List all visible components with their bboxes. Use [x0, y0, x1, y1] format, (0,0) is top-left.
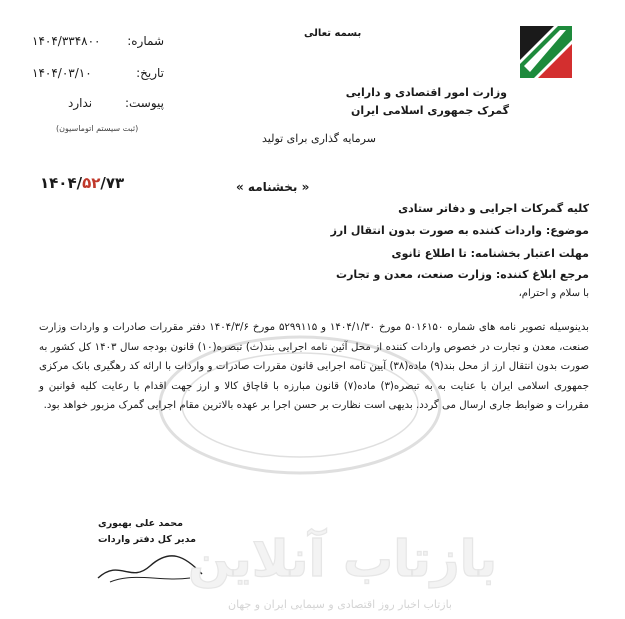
subject: موضوع: واردات کننده به صورت بدون انتقال ارز: [330, 224, 589, 237]
signatory-title: مدیر کل دفتر واردات: [98, 534, 196, 545]
number-value: ۱۴۰۴/۳۳۴۸۰۰: [32, 34, 101, 48]
watermark-brand: بازتاب آنلاین: [188, 530, 498, 588]
org-name-customs: گمرک جمهوری اسلامی ایران: [350, 104, 509, 117]
watermark-tagline: بازتاب اخبار روز اقتصادی و سیمایی ایران و جهان: [228, 598, 452, 611]
body-text: بدینوسیله تصویر نامه های شماره ۵۰۱۶۱۵۰ مورخ ۱۴۰۴/۱/۳۰ و ۵۲۹۹۱۱۵ مورخ ۱۴۰۴/۳/۶ دفتر مقررات صادرات و واردات وزارت صنعت، معدن و تجارت در خصوص واردات کننده از محل آئین نامه اجرایی بند(ث) تبصره(۱۰) قانون بودجه سال ۱۴۰۳ کل کشور به صورت بدون انتقال ارز از محل بند(۹) ماده(۳۸) آیین نامه اجرایی قانون مقررات صادرات و واردات با ارائه کد رهگیری بانک مرکزی جمهوری اسلامی ایران با عنایت به به تبصره(۳) ماده(۷) قانون مبارزه با قاچاق کالا و ارز جهت اقدام با رعایت کلیه قوانین و مقررات و ضوابط جاری ارسال می گردد. بدیهی است نظارت بر حسن اجرا بر عهده بالاترین مقام اجرایی گمرک مزبور خواهد بود.: [39, 322, 590, 411]
doc-number-prefix: ۱۴۰۴/: [40, 174, 83, 192]
recipients: کلیه گمرکات اجرایی و دفاتر ستادی: [398, 202, 589, 215]
bismillah: بسمه تعالی: [304, 28, 362, 39]
signatory-name: محمد علی بهبوری: [98, 518, 184, 529]
number-label: شماره:: [127, 34, 164, 48]
customs-logo-icon: [514, 20, 578, 84]
doc-number-suffix: /۷۳: [100, 174, 125, 192]
circular-title: « بخشنامه »: [236, 180, 310, 194]
doc-number-middle: ۵۲: [82, 174, 101, 192]
issuing-reference: مرجع ابلاغ کننده: وزارت صنعت، معدن و تجارت: [336, 268, 589, 281]
date-value: ۱۴۰۴/۰۳/۱۰: [32, 66, 92, 80]
validity: مهلت اعتبار بخشنامه: تا اطلاع ثانوی: [391, 247, 589, 260]
greeting: با سلام و احترام،: [518, 288, 589, 299]
org-name-ministry: وزارت امور اقتصادی و دارایی: [345, 86, 507, 99]
system-note: (ثبت سیستم اتوماسیون): [56, 124, 139, 133]
attachment-label: پیوست:: [124, 96, 164, 110]
document-number: [40, 174, 124, 192]
slogan: سرمایه گذاری برای تولید: [262, 132, 376, 145]
attachment-value: ندارد: [68, 96, 93, 110]
date-label: تاریخ:: [136, 66, 164, 80]
